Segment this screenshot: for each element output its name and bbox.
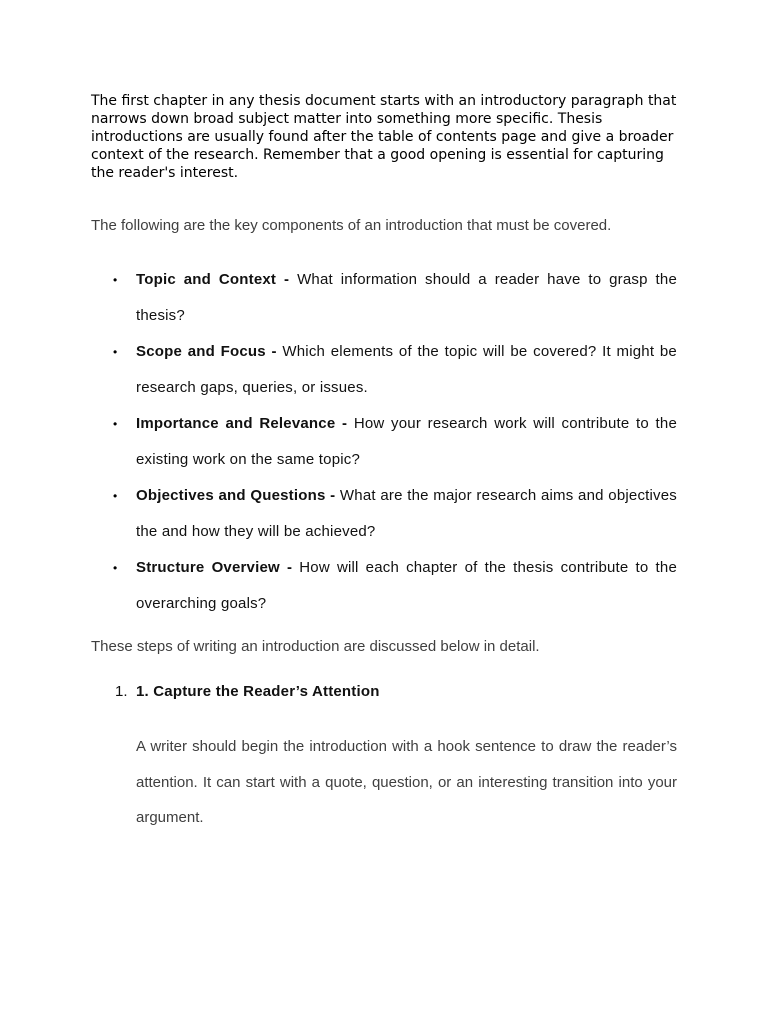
list-item: [113, 550, 677, 622]
step-body: A writer should begin the introduction with a hook sentence to draw the reader’s attention. It can start with a quote, question, or an interesting transition into your argument.: [136, 738, 677, 826]
bullet-icon: •: [113, 561, 118, 575]
component-term: Objectives and Questions -: [136, 487, 336, 504]
component-term: Importance and Relevance -: [136, 415, 348, 432]
component-text: How your research work will contribute to the existing work on the same topic?: [136, 415, 677, 468]
step-heading: [115, 683, 380, 701]
bullet-icon: •: [113, 417, 118, 431]
component-text: Which elements of the topic will be covered? It might be research gaps, queries, or issues.: [136, 343, 677, 396]
list-item: [113, 478, 677, 550]
component-text: How will each chapter of the thesis contribute to the overarching goals?: [136, 559, 677, 612]
components-lead-text: The following are the key components of an introduction that must be covered.: [91, 217, 612, 234]
list-item: [113, 334, 677, 406]
component-term: Structure Overview -: [136, 559, 293, 576]
bullet-icon: •: [113, 273, 118, 287]
component-term: Scope and Focus -: [136, 343, 277, 360]
bullet-icon: •: [113, 345, 118, 359]
bullet-icon: •: [113, 489, 118, 503]
list-item: [113, 262, 677, 334]
component-text: What are the major research aims and objectives the and how they will be achieved?: [136, 487, 677, 540]
step-title: 1. Capture the Reader’s Attention: [136, 683, 380, 700]
step-number: 1.: [115, 683, 128, 700]
component-term: Topic and Context -: [136, 271, 290, 288]
steps-lead-text: These steps of writing an introduction are discussed below in detail.: [91, 638, 540, 655]
intro-paragraph: The first chapter in any thesis document starts with an introductory paragraph that narrows down broad subject matter into something more specific. Thesis introductions are usually found after the table of contents page and give a broader context of the research. Remember that a good opening is essential for capturing the reader's interest.: [91, 93, 677, 181]
components-list: [113, 262, 677, 622]
component-text: What information should a reader have to grasp the thesis?: [136, 271, 677, 324]
list-item: [113, 406, 677, 478]
